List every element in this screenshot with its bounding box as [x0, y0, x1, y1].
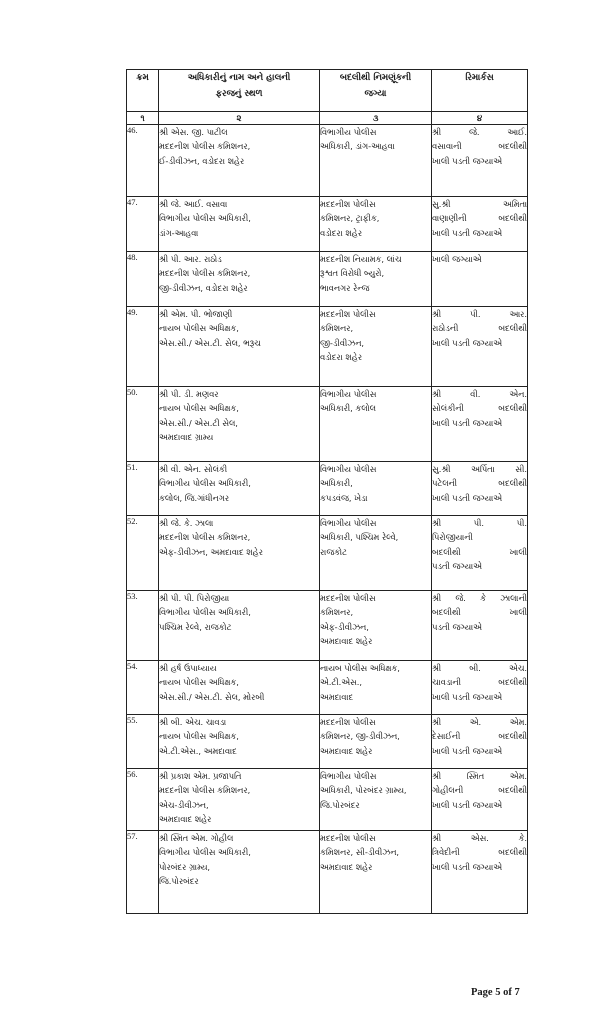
remarks-line: સુ.શ્રી અર્પિતા સી. — [432, 464, 527, 474]
posting-line: અધિકારી, પોરબંદર ગ્રામ્ય, — [320, 785, 407, 796]
remarks-line: ખાલી જગ્યાએ — [432, 254, 482, 264]
officer-line: ડાંગ-આહવા — [159, 227, 199, 238]
officer-line: એ.ટી.એસ., અમદાવાદ — [159, 745, 237, 756]
header-officer-line2: ફરજનું સ્થળ — [215, 89, 263, 99]
table-row — [127, 252, 528, 307]
posting-line: મદદનીશ પોલીસ — [320, 199, 376, 209]
posting-line: અમદાવાદ શહેર — [320, 861, 373, 872]
officer-line: શ્રી એમ. પી. ભોજાણી — [159, 309, 233, 319]
posting-cell — [320, 591, 432, 661]
remarks-line: વાણાણીની બદલીથી — [432, 213, 527, 224]
header-posting-line2: જગ્યા — [364, 89, 387, 99]
serial-number: 46. — [127, 125, 159, 197]
officer-line: એસ.સી./ એસ.ટી સેલ, — [159, 417, 238, 428]
posting-line: મદદનીશ નિયામક, લાંચ — [320, 254, 402, 264]
remarks-line: ખાલી પડતી જગ્યાએ — [432, 417, 502, 428]
posting-cell — [320, 125, 432, 197]
posting-line: મદદનીશ પોલીસ — [320, 833, 376, 843]
remarks-line: સોલંકીની બદલીથી — [432, 403, 527, 414]
posting-line: મદદનીશ પોલીસ — [320, 309, 376, 319]
posting-line: કમિશનર, સી-ડીવીઝન, — [320, 847, 400, 858]
posting-line: એફ-ડીવીઝન, — [320, 621, 369, 632]
column-number: ૩ — [320, 112, 432, 125]
remarks-line: શ્રી પી. આર. — [432, 309, 527, 319]
remarks-line: શ્રી વી. એન. — [432, 389, 527, 399]
transfer-order-table — [126, 69, 528, 914]
posting-line: નાયબ પોલીસ અધિક્ષક, — [320, 663, 400, 673]
header-officer — [159, 70, 320, 112]
officer-line: શ્રી પી. આર. રાઠોડ — [159, 254, 222, 264]
posting-cell — [320, 831, 432, 914]
officer-line: શ્રી સ્મિત એમ. ગોહીલ — [159, 833, 234, 843]
table-header-row — [127, 70, 528, 112]
table-body — [127, 125, 528, 914]
officer-cell — [159, 715, 320, 769]
officer-line: અમદાવાદ ગ્રામ્ય — [159, 432, 214, 443]
posting-cell — [320, 462, 432, 516]
table-row — [127, 591, 528, 661]
officer-line: મદદનીશ પોલીસ કમિશનર, — [159, 532, 251, 543]
officer-line: નાયબ પોલીસ અધિક્ષક, — [159, 731, 239, 742]
officer-line: એસ.સી./ એસ.ટી. સેલ, મોરબી — [159, 691, 265, 702]
officer-line: મદદનીશ પોલીસ કમિશનર, — [159, 268, 251, 279]
remarks-line: ખાલી પડતી જગ્યાએ — [432, 799, 502, 810]
remarks-line: બદલીથી ખાલી — [432, 546, 527, 557]
remarks-line: ખાલી પડતી જગ્યાએ — [432, 492, 502, 503]
remarks-line: વસાવાની બદલીથી — [432, 141, 527, 152]
officer-line: શ્રી પ્રકાશ એમ. પ્રજાપતિ — [159, 771, 242, 781]
column-number-row — [127, 112, 528, 125]
posting-cell — [320, 715, 432, 769]
posting-cell — [320, 387, 432, 462]
officer-line: શ્રી પી. ડી. મણવર — [159, 389, 219, 399]
posting-line: વિભાગીય પોલીસ — [320, 771, 377, 781]
posting-line: કમિશનર, જી-ડીવીઝન, — [320, 731, 400, 742]
remarks-line: પડતી જગ્યાએ — [432, 561, 482, 572]
remarks-line: પડતી જગ્યાએ — [432, 621, 482, 632]
posting-line: કમિશનર, — [320, 607, 354, 618]
remarks-cell — [432, 462, 528, 516]
posting-line: મદદનીશ પોલીસ — [320, 717, 376, 727]
posting-line: રૂશ્વત વિરોધી બ્યુરો, — [320, 268, 385, 279]
table-row — [127, 462, 528, 516]
posting-line: વડોદરા શહેર — [320, 227, 362, 238]
serial-number: 49. — [127, 307, 159, 387]
officer-line: શ્રી હર્ષ ઉપાધ્યાય — [159, 663, 217, 673]
table-row — [127, 516, 528, 591]
officer-line: ઈ-ડીવીઝન, વડોદરા શહેર — [159, 155, 245, 166]
remarks-cell — [432, 252, 528, 307]
remarks-line: રાઠોડની બદલીથી — [432, 323, 527, 334]
table-row — [127, 197, 528, 252]
remarks-line: ખાલી પડતી જગ્યાએ — [432, 691, 502, 702]
remarks-line: પટેલની બદલીથી — [432, 478, 527, 489]
officer-line: મદદનીશ પોલીસ કમિશનર, — [159, 141, 251, 152]
officer-cell — [159, 831, 320, 914]
posting-line: જી-ડીવીઝન, — [320, 337, 365, 348]
posting-line: ભાવનગર રેન્જ — [320, 282, 370, 293]
officer-cell — [159, 197, 320, 252]
posting-line: કપડવંજ, ખેડા — [320, 492, 368, 503]
officer-cell — [159, 462, 320, 516]
remarks-line: શ્રી સ્મિત એમ. — [432, 771, 527, 781]
table-row — [127, 307, 528, 387]
posting-cell — [320, 516, 432, 591]
officer-cell — [159, 591, 320, 661]
header-officer-line1: અધિકારીનું નામ અને હાલની — [187, 73, 291, 83]
serial-number: 52. — [127, 516, 159, 591]
table-row — [127, 387, 528, 462]
remarks-line: શ્રી એસ. કે. — [432, 833, 527, 843]
officer-line: વિભાગીય પોલીસ અધિકારી, — [159, 607, 251, 618]
serial-number: 48. — [127, 252, 159, 307]
officer-line: વિભાગીય પોલીસ અધિકારી, — [159, 213, 251, 224]
posting-line: અધિકારી, — [320, 478, 353, 489]
table-row — [127, 125, 528, 197]
posting-line: કમિશનર, — [320, 323, 354, 334]
posting-line: અધિકારી, ડાંગ-આહવા — [320, 141, 395, 152]
remarks-line: ખાલી પડતી જગ્યાએ — [432, 745, 502, 756]
officer-line: પોરબંદર ગ્રામ્ય, — [159, 861, 211, 872]
remarks-cell — [432, 125, 528, 197]
posting-line: વિભાગીય પોલીસ — [320, 389, 377, 399]
remarks-line: ખાલી પડતી જગ્યાએ — [432, 337, 502, 348]
posting-line: રાજકોટ — [320, 546, 347, 557]
posting-line: વડોદરા શહેર — [320, 352, 362, 363]
remarks-line: શ્રી જે. કે ઝાલાની — [432, 593, 527, 603]
header-serial: ક્રમ — [127, 70, 159, 112]
remarks-line: શ્રી પી. પી. — [432, 518, 527, 528]
officer-line: વિભાગીય પોલીસ અધિકારી, — [159, 847, 251, 858]
posting-line: એ.ટી.એસ., — [320, 677, 362, 688]
remarks-cell — [432, 769, 528, 831]
serial-number: 50. — [127, 387, 159, 462]
column-number: ૪ — [432, 112, 528, 125]
officer-cell — [159, 387, 320, 462]
remarks-line: શ્રી જે. આઈ. — [432, 127, 527, 137]
posting-cell — [320, 307, 432, 387]
officer-line: નાયબ પોલીસ અધિક્ષક, — [159, 403, 239, 414]
officer-line: નાયબ પોલીસ અધિક્ષક, — [159, 323, 239, 334]
serial-number: 55. — [127, 715, 159, 769]
officer-cell — [159, 769, 320, 831]
column-number: ૧ — [127, 112, 159, 125]
officer-line: જી-ડીવીઝન, વડોદરા શહેર — [159, 282, 248, 293]
table-row — [127, 661, 528, 715]
remarks-line: ખાલી પડતી જગ્યાએ — [432, 227, 502, 238]
officer-cell — [159, 125, 320, 197]
remarks-cell — [432, 661, 528, 715]
remarks-line: દેસાઈની બદલીથી — [432, 731, 527, 742]
officer-line: શ્રી એસ. જી. પાટીલ — [159, 127, 228, 137]
posting-line: જિ.પોરબંદર — [320, 799, 360, 810]
posting-cell — [320, 661, 432, 715]
remarks-cell — [432, 516, 528, 591]
posting-line: અમદાવાદ શહેર — [320, 636, 373, 647]
table-row — [127, 769, 528, 831]
posting-line: અધિકારી, પશ્ચિમ રેલ્વે, — [320, 532, 399, 543]
posting-line: વિભાગીય પોલીસ — [320, 464, 377, 474]
table-row — [127, 831, 528, 914]
posting-line: વિભાગીય પોલીસ — [320, 518, 377, 528]
table-row — [127, 715, 528, 769]
officer-line: એસ.સી./ એસ.ટી. સેલ, ભરૂચ — [159, 337, 261, 348]
posting-line: અમદાવાદ — [320, 691, 354, 702]
remarks-line: સુ.શ્રી અમિતા — [432, 199, 527, 209]
header-posting — [320, 70, 432, 112]
posting-cell — [320, 197, 432, 252]
officer-cell — [159, 252, 320, 307]
officer-cell — [159, 516, 320, 591]
column-number: ૨ — [159, 112, 320, 125]
officer-line: જિ.પોરબંદર — [159, 876, 199, 887]
officer-line: કલોલ, જિ.ગાંધીનગર — [159, 492, 230, 503]
serial-number: 57. — [127, 831, 159, 914]
serial-number: 51. — [127, 462, 159, 516]
officer-line: શ્રી બી. એચ. ચાવડા — [159, 717, 227, 727]
officer-line: શ્રી જે. કે. ઝાલા — [159, 518, 214, 528]
remarks-cell — [432, 197, 528, 252]
officer-line: અમદાવાદ શહેર — [159, 814, 212, 825]
officer-line: એફ-ડીવીઝન, અમદાવાદ શહેર — [159, 546, 263, 557]
header-posting-line1: બદલીથી નિમણૂંકની — [339, 73, 412, 83]
remarks-line: શ્રી એ. એમ. — [432, 717, 527, 727]
remarks-line: ખાલી પડતી જગ્યાએ — [432, 861, 502, 872]
officer-line: શ્રી જે. આઈ. વસાવા — [159, 199, 228, 209]
header-remarks: રિમાર્કસ — [432, 70, 528, 112]
serial-number: 53. — [127, 591, 159, 661]
officer-line: મદદનીશ પોલીસ કમિશનર, — [159, 785, 251, 796]
serial-number: 56. — [127, 769, 159, 831]
posting-line: મદદનીશ પોલીસ — [320, 593, 376, 603]
remarks-cell — [432, 307, 528, 387]
remarks-cell — [432, 591, 528, 661]
posting-line: અધિકારી, કલોલ — [320, 403, 376, 414]
remarks-line: પિરોજીયાની — [432, 532, 473, 543]
officer-line: પશ્ચિમ રેલ્વે, રાજકોટ — [159, 621, 232, 632]
remarks-line: બદલીથી ખાલી — [432, 607, 527, 618]
remarks-cell — [432, 831, 528, 914]
posting-cell — [320, 769, 432, 831]
posting-line: અમદાવાદ શહેર — [320, 745, 373, 756]
remarks-line: ગોહીલની બદલીથી — [432, 785, 527, 796]
remarks-line: ચાવડાની બદલીથી — [432, 677, 527, 688]
remarks-line: ખાલી પડતી જગ્યાએ — [432, 155, 502, 166]
posting-cell — [320, 252, 432, 307]
officer-cell — [159, 307, 320, 387]
officer-line: વિભાગીય પોલીસ અધિકારી, — [159, 478, 251, 489]
posting-line: કમિશનર, ટ્રાફીક, — [320, 213, 380, 224]
page-number: Page 5 of 7 — [471, 987, 520, 998]
officer-line: નાયબ પોલીસ અધિક્ષક, — [159, 677, 239, 688]
remarks-cell — [432, 715, 528, 769]
serial-number: 47. — [127, 197, 159, 252]
officer-line: શ્રી વી. એન. સોલંકી — [159, 464, 228, 474]
remarks-cell — [432, 387, 528, 462]
posting-line: વિભાગીય પોલીસ — [320, 127, 377, 137]
officer-line: એચ-ડીવીઝન, — [159, 799, 209, 810]
officer-cell — [159, 661, 320, 715]
remarks-line: ત્રિવેદીની બદલીથી — [432, 847, 527, 858]
serial-number: 54. — [127, 661, 159, 715]
officer-line: શ્રી પી. પી. પિરોજીયા — [159, 593, 230, 603]
remarks-line: શ્રી બી. એચ. — [432, 663, 527, 673]
